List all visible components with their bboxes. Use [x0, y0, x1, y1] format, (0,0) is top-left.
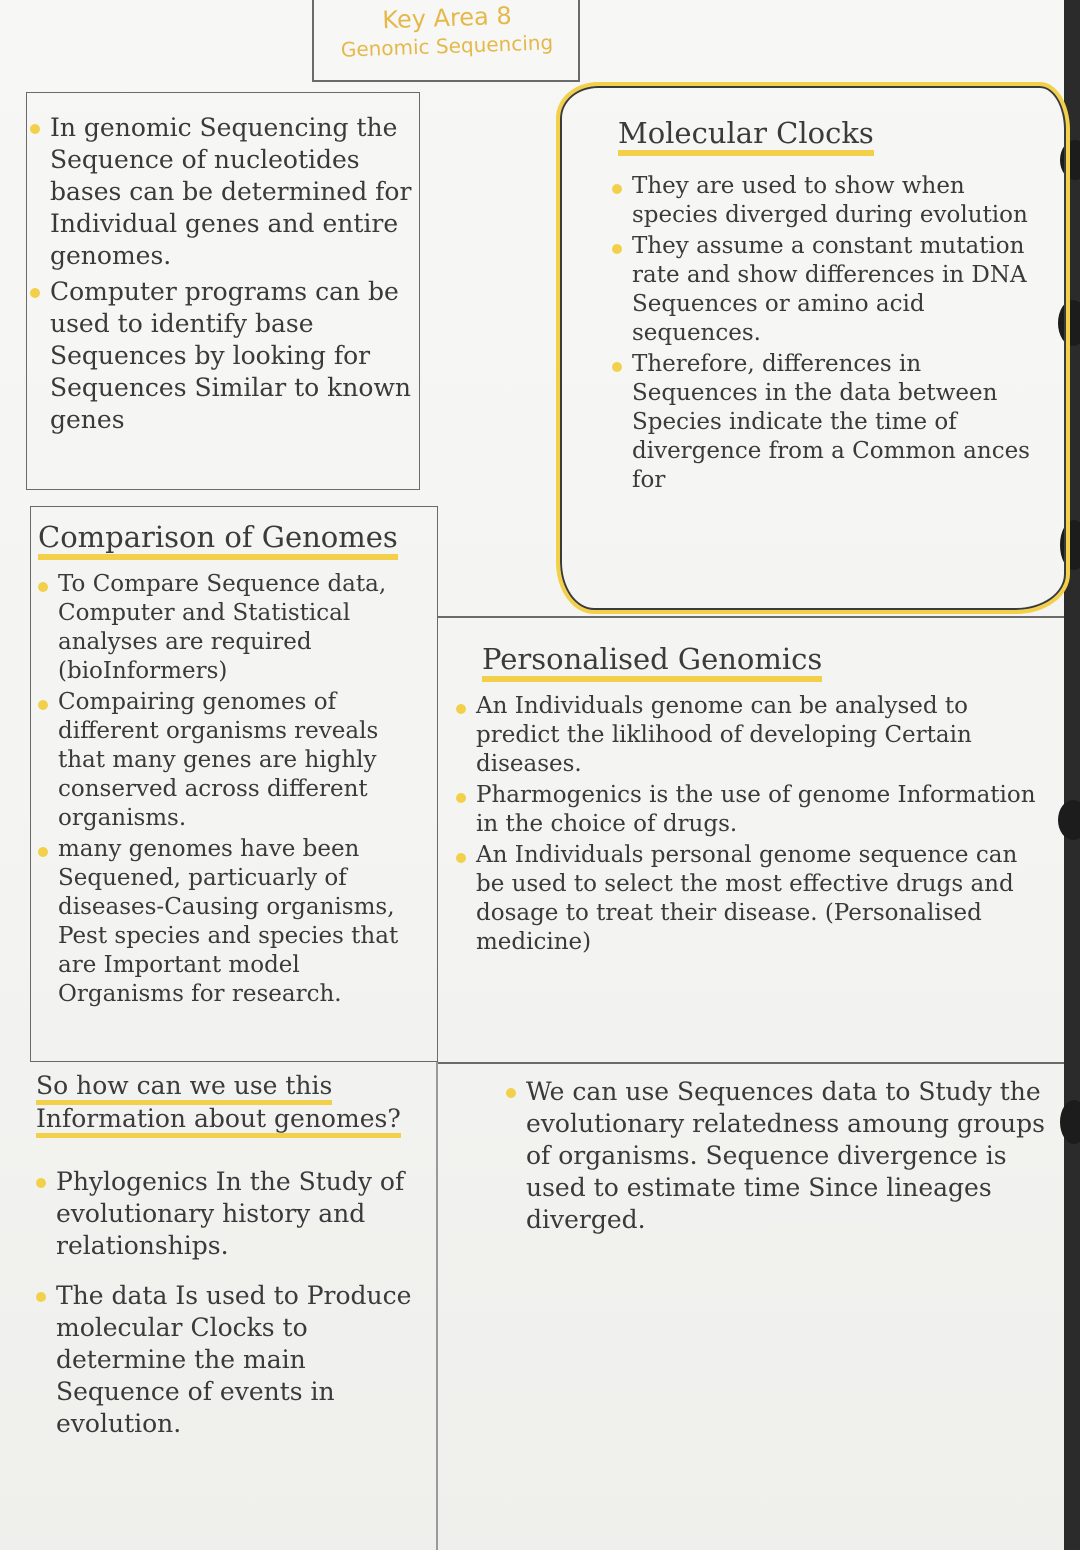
bullet-dot [38, 582, 48, 592]
personalised-genomics-points [456, 692, 1046, 957]
section-divider [438, 1062, 1064, 1064]
bullet-point: many genomes have been Sequened, particuarly of diseases-Causing organisms, Pest species and species that are Important model Organisms for research. [38, 835, 430, 1009]
comparison-section [38, 520, 430, 1011]
use-info-heading-line1: So how can we use this [36, 1072, 332, 1105]
bullet-dot [612, 184, 622, 194]
section-divider [438, 616, 1064, 618]
personalised-genomics-section [456, 642, 1046, 959]
molecular-clocks-section [612, 116, 1052, 497]
title-key-area: Key Area 8 [381, 1, 513, 35]
bullet-dot [30, 124, 40, 134]
bullet-dot [612, 362, 622, 372]
bullet-point: The data Is used to Produce molecular Clocks to determine the main Sequence of events in evolution. [36, 1280, 432, 1440]
sequence-data-section [506, 1076, 1048, 1238]
header-divider [312, 0, 314, 80]
molecular-clocks-points [612, 172, 1052, 495]
bullet-dot [456, 793, 466, 803]
comparison-heading: Comparison of Genomes [38, 520, 398, 560]
personalised-genomics-heading: Personalised Genomics [482, 642, 822, 682]
bullet-point: They are used to show when species diverged during evolution [612, 172, 1052, 230]
bullet-dot [38, 700, 48, 710]
molecular-clocks-heading: Molecular Clocks [618, 116, 874, 156]
bullet-dot [30, 288, 40, 298]
use-info-heading-line2: Information about genomes? [36, 1105, 401, 1138]
genomic-sequencing-section [30, 112, 412, 438]
page-title [316, 1, 578, 62]
bullet-dot [38, 847, 48, 857]
bullet-point: In genomic Sequencing the Sequence of nucleotides bases can be determined for Individual genes and entire genomes. [30, 112, 412, 272]
bullet-point: We can use Sequences data to Study the evolutionary relatedness amoung groups of organisms. Sequence divergence is used to estimate time Since lineages diverged. [506, 1076, 1048, 1236]
bullet-point: To Compare Sequence data, Computer and Statistical analyses are required (bioInformers) [38, 570, 430, 686]
bullet-point: Therefore, differences in Sequences in the data between Species indicate the time of divergence from a Common ances for [612, 350, 1052, 495]
comparison-points [38, 570, 430, 1009]
bullet-point: Compairing genomes of different organisms reveals that many genes are highly conserved across different organisms. [38, 688, 430, 833]
header-divider [578, 0, 580, 82]
title-topic: Genomic Sequencing [340, 30, 554, 62]
bullet-dot [456, 704, 466, 714]
bullet-point: Phylogenics In the Study of evolutionary history and relationships. [36, 1166, 432, 1262]
background-spot [1060, 1100, 1080, 1144]
bullet-dot [456, 853, 466, 863]
bullet-point: They assume a constant mutation rate and show differences in DNA Sequences or amino acid sequences. [612, 232, 1052, 348]
use-info-section [36, 1072, 432, 1442]
section-divider [436, 1062, 438, 1550]
bullet-point: An Individuals personal genome sequence can be used to select the most effective drugs and dosage to treat their disease. (Personalised medicine) [456, 841, 1046, 957]
background-spot [1058, 800, 1080, 840]
bullet-dot [612, 244, 622, 254]
bullet-point: Pharmogenics is the use of genome Information in the choice of drugs. [456, 781, 1046, 839]
bullet-point: An Individuals genome can be analysed to predict the liklihood of developing Certain diseases. [456, 692, 1046, 779]
header-divider [312, 80, 580, 82]
bullet-point: Computer programs can be used to identify base Sequences by looking for Sequences Similar to known genes [30, 276, 412, 436]
bullet-dot [36, 1178, 46, 1188]
bullet-dot [36, 1292, 46, 1302]
bullet-dot [506, 1088, 516, 1098]
